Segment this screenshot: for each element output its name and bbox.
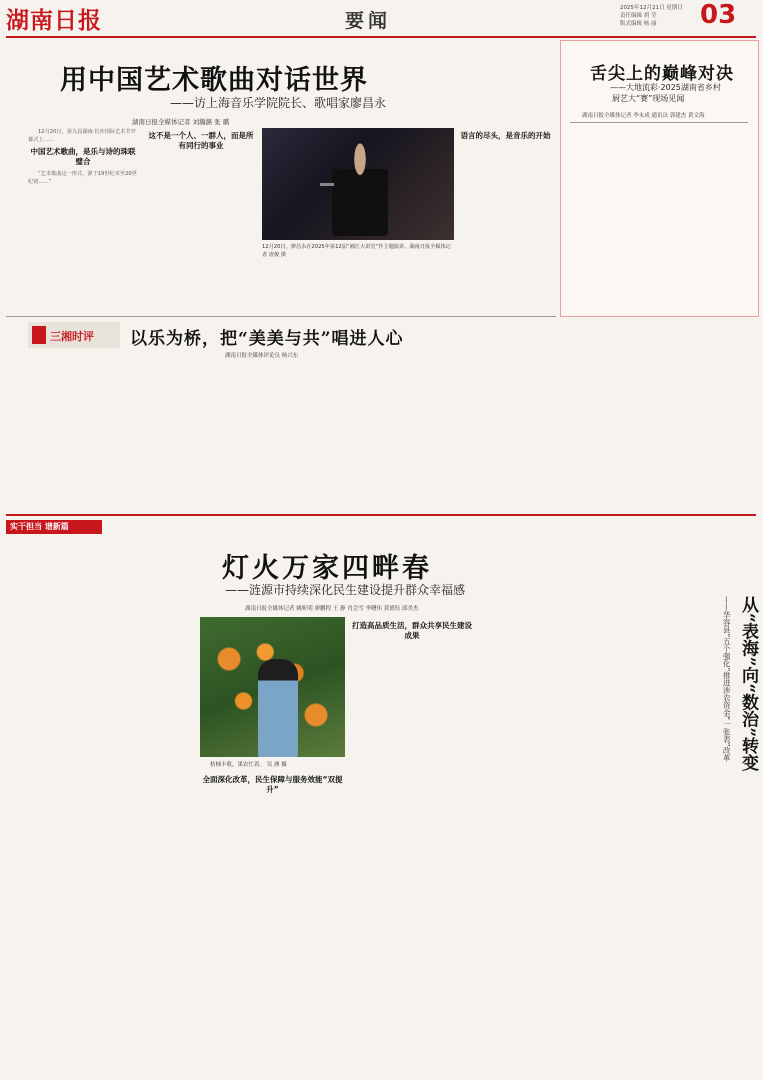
sidebox-byline: 湖南日报全媒体记者 李永成 通讯员 郭建杰 黄文海 <box>582 113 705 119</box>
date-line: 2025年12月21日 星期日 <box>620 5 683 11</box>
side-column-headline-text: 从“表海”向“数治”转变 <box>738 596 758 772</box>
article3-photo <box>200 617 345 757</box>
article3-col1 <box>28 618 193 1068</box>
commentary-tag <box>28 322 120 348</box>
article1-headline: 用中国艺术歌曲对话世界 <box>60 65 368 96</box>
article3-col2 <box>200 772 345 1068</box>
side-column-subhead-text: ——华容县“五个强化”推进涉农资金“一张表”改革 <box>722 596 732 762</box>
editor-line: 责任编辑 胡 莹 <box>620 13 657 19</box>
sidebox-col2 <box>660 126 748 310</box>
paragraph: 12月20日，第九届湖南·长沙国际艺术节开幕式上…… <box>28 129 136 143</box>
side-column-body <box>616 573 716 1068</box>
brief-news <box>566 322 756 522</box>
farmer-figure <box>258 659 298 757</box>
article3-tag <box>6 520 102 534</box>
article1-col1 <box>28 128 138 308</box>
column-icon <box>32 326 46 344</box>
masthead <box>0 0 763 36</box>
article3-col4 <box>478 618 608 1068</box>
article1-col3 <box>458 128 553 308</box>
sidebox-subtitle-2: 厨艺大“赛”现场见闻 <box>612 94 685 103</box>
article3-photo-caption: 桔柚丰收，果农忙着。 吴 洲 摄 <box>210 762 287 768</box>
sidebox-col1 <box>566 126 654 310</box>
sidebox-title: 舌尖上的巅峰对决 <box>590 64 734 84</box>
article3-byline: 湖南日报全媒体记者 姚昕明 廖鹏程 王 静 肖会雪 李曙伟 黄德钰 邱美杰 <box>245 606 419 612</box>
section-rule <box>6 514 756 516</box>
speaker-figure <box>332 140 388 236</box>
article2-byline: 湖南日报全媒体评论员 杨兴东 <box>225 353 299 359</box>
article3-headline: 灯火万家四畔春 <box>222 553 432 584</box>
masthead-rule <box>6 36 756 38</box>
article2-headline: 以乐为桥，把“美美与共”唱进人心 <box>130 329 404 349</box>
article3-col2-heading: 全面深化改革，民生保障与服务效能“双提升” <box>202 775 343 794</box>
article3-col3-heading: 打造高品质生活，群众共享民生建设成果 <box>352 621 472 640</box>
divider <box>6 316 556 317</box>
article1-col1-heading: 中国艺术歌曲，是乐与诗的珠联璧合 <box>30 147 136 166</box>
designer-line: 版式编辑 杨 丽 <box>620 21 657 27</box>
article1-photo-caption: 12月20日，廖昌永在2025年第12届“湘江大讲堂”作主题演讲。湖南日报全媒体记者 唐俊 摄 <box>262 244 451 258</box>
article1-subhead: ——访上海音乐学院院长、歌唱家廖昌永 <box>170 96 387 110</box>
side-column-headline <box>738 596 756 771</box>
sidebox-subtitle: ——大地流彩·2025湖南省乡村 <box>610 83 721 92</box>
article3-col3 <box>352 618 472 1068</box>
microphone-icon <box>320 183 334 186</box>
side-column-subhead <box>722 596 734 762</box>
article1-byline: 湖南日报全媒体记者 刘瀚潞 张 璐 <box>132 118 230 126</box>
paragraph: “艺术歌曲这一形式，源于19世纪末至20世纪初……” <box>28 171 137 185</box>
issue-meta <box>620 4 683 28</box>
section-title: 要闻 <box>345 10 392 32</box>
newspaper-logo: 湖南日报 <box>6 7 102 34</box>
article1-col2 <box>146 128 256 308</box>
article3-subhead: ——涟源市持续深化民生建设提升群众幸福感 <box>225 583 466 597</box>
article2-body <box>28 362 553 504</box>
commentary-tag-label: 三湘时评 <box>50 330 94 343</box>
article1-col3-heading: 语言的尽头，是音乐的开始 <box>460 131 551 140</box>
article1-photo <box>262 128 454 240</box>
page-number: 03 <box>700 0 737 30</box>
article1-col2-heading: 这不是一个人、一群人，而是所有同行的事业 <box>148 131 254 150</box>
divider <box>570 122 748 123</box>
article3-tag-label: 实干担当 谱新篇 <box>10 522 69 531</box>
